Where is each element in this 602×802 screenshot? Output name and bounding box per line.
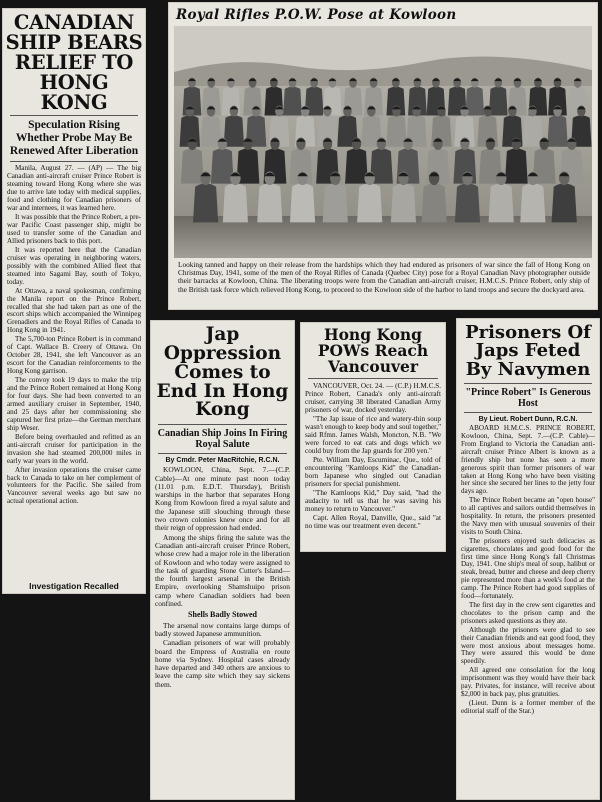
center-byline: By Cmdr. Peter MacRitchie, R.C.N. (165, 457, 280, 465)
right-article-clipping (456, 318, 600, 800)
soldier-torso (257, 184, 282, 223)
soldier-torso (455, 184, 480, 223)
left-headline: CANADIAN SHIP BEARS RELIEF TO HONG KONG (5, 11, 143, 114)
left-footer-subhead: Investigation Recalled (29, 581, 119, 591)
center-headline: Jap Oppression Comes to End In Hong Kong (156, 324, 289, 421)
right-paragraph: The Prince Robert became an "open house" to all captives and sailors outdid themselves in hospitality. In return, the prisoners presented the Navy men with unusual souvenirs of their visits to South China. (461, 496, 595, 536)
right-rule (464, 383, 592, 384)
vancouver-rule (308, 378, 438, 379)
soldier-torso (422, 184, 447, 223)
soldier-torso (552, 184, 577, 223)
right-headline: Prisoners Of Japs Feted By Navymen (465, 322, 591, 380)
soldier-torso (193, 184, 218, 223)
center-subhead: Canadian Ship Joins In Firing Royal Salute (157, 428, 288, 451)
right-paragraph: ABOARD H.M.C.S. PRINCE ROBERT, Kowloon, China, Sept. 7.—(C.P. Cable)—From England to Victoria the Canadian anti-aircraft cruiser Prince Albert is known as a friendly ship but none has seen a more generous spirit than former prisoners of war taken at Hong Kong who have been visiting her since she secured her lines to the jetty four days ago. (461, 424, 595, 496)
left-paragraph: At Ottawa, a naval spokesman, confirming the Manila report on the Prince Robert, recalled that she had taken part as one of the escort ships which accompanied the Winnipeg Grenadiers and the Royal Rifles of Canada to Hong Kong in 1941. (7, 286, 141, 335)
left-rule-2 (10, 161, 138, 162)
right-body (456, 425, 600, 716)
soldier-torso (181, 148, 204, 183)
soldier-torso (489, 184, 514, 223)
left-paragraph: Manila, August 27. — (AP) — The big Canadian anti-aircraft cruiser Prince Robert is steaming toward Hong Kong where she was due to arrive late today with medical supplies, food and clothing for Canadian prisoners of war and internees, it was learned here. (7, 164, 141, 213)
left-subhead: Speculation Rising Whether Probe May Be Renewed After Liberation (9, 119, 139, 157)
soldier-torso (290, 184, 315, 223)
right-subhead: "Prince Robert" Is Generous Host (465, 387, 591, 410)
vancouver-article-clipping (300, 322, 446, 552)
vancouver-paragraph: VANCOUVER, Oct. 24. — (C.P.) H.M.C.S. Prince Robert, Canada's only anti-aircraft cruiser, carrying 38 liberated Canadian Army prisoners of war, docked yesterday. (305, 382, 441, 415)
right-rule-2 (464, 412, 592, 413)
left-paragraph: After invasion operations the cruiser came back to Canada to take on her complement of volunteers for the Pacific. She sailed from Vancouver several weeks ago but saw no actual operational action. (7, 465, 141, 506)
group-photo (174, 26, 592, 258)
center-body (150, 466, 295, 689)
left-body (2, 165, 146, 506)
soldier-torso (547, 115, 567, 146)
soldier-torso (283, 87, 302, 116)
center-paragraph: KOWLOON, China, Sept. 7.—(C.P. Cable)—At one minute past noon today (11.01 p.m. E.D.T. Thursday), British warships in the harbor that separates Hong Kong from Kowloon fired a royal salute and the Japanese still slouching through these two crown colonies knew once and for all their reign of oppression had ended. (155, 465, 290, 533)
vancouver-paragraph: Pte. William Day, Escuminac, Que., told of encountering "Kamloops Kid" the Canadian-born Japanese who singled out Canadian prisoners for special punishment. (305, 456, 441, 489)
left-article-clipping (2, 8, 146, 594)
right-paragraph: Although the prisoners were glad to see their Canadian friends and eat good food, they were most anxious about messages home. They were assured this would be done speedily. (461, 625, 595, 666)
photo-title: Royal Rifles P.O.W. Pose at Kowloon (176, 7, 457, 23)
soldier-torso (391, 184, 416, 223)
vancouver-paragraph: "The Kamloops Kid," Day said, "had the audacity to tell us that he was saving his money to return to Vancouver." (305, 489, 441, 514)
center-rule-2 (158, 453, 287, 454)
photo-caption: Looking tanned and happy on their release from the hardships which they had endured as prisoners of war since the fall of Hong Kong on Christmas Day, 1941, some of the men of the Royal Rifles of Canada (Quebec City) pose for a Royal Canadian Navy photographer outside their barracks at Kowloon, China. The liberating troops were from the Canadian anti-aircraft cruiser, H.M.C.S. Prince Robert, only ship of the British task force which relieved Hong Kong, to proceed to the Kowloon side of the harbor to land troops and secure the dockyard area. (178, 260, 590, 294)
soldier-torso (357, 184, 382, 223)
right-paragraph: The first day in the crew sent cigarettes and chocolates to the prison camp and the prisoners asked questions as they ate. (461, 601, 595, 625)
center-rule (158, 424, 287, 425)
vancouver-headline: Hong Kong POWs Reach Vancouver (317, 325, 429, 376)
left-paragraph: The convoy took 19 days to make the trip and the Prince Robert remained at Hong Kong for four days. She had been converted to an armed auxiliary cruiser in September, 1940, and 25 days after her commissioning she captured her first prize—the German merchant ship Weser. (7, 376, 141, 432)
right-paragraph: (Lieut. Dunn is a former member of the editorial staff of the Star.) (461, 698, 595, 715)
center-paragraph: Among the ships firing the salute was the Canadian anti-aircraft cruiser Prince Robert, whose crew had a major role in the liberation of Kowloon and who today were assigned to the task of guarding Stone Cutter's Island—the fourth largest arsenal in the British Empire, overlooking Shamshuipo prison camp where Canadian soldiers had been confined. (155, 532, 290, 609)
left-paragraph: It was possible that the Prince Robert, a pre-war Pacific Coast passenger ship, might be used to transfer some of the Canadian and Allied prisoners back to this port. (7, 213, 141, 245)
left-paragraph: It was reported here that the Canadian cruiser was operating in neighboring waters, possibly with the combined Allied fleet that steamed into Sagami Bay, south of Tokyo, today. (7, 245, 141, 286)
center-paragraph: The arsenal now contains large dumps of badly stowed Japanese ammunition. (155, 620, 290, 638)
right-paragraph: All agreed one consolation for the long imprisonment was they would have their back pay. Privates, for instance, will receive about $2,000 in back pay, plus gratuities. (461, 666, 595, 698)
center-midhead: Shells Badly Stowed (188, 610, 257, 620)
photo-clipping (168, 2, 598, 310)
right-byline: By Lieut. Robert Dunn, R.C.N. (478, 416, 578, 424)
vancouver-paragraph: Capt. Allen Royal, Danville, Que., said "at no time was our treatment even decent." (305, 514, 441, 531)
left-paragraph: The 5,700-ton Prince Robert is in command of Capt. Wallace B. Creery of Ottawa. On October 28, 1941, she left Vancouver as an escort for the Canadian reinforcements to the Hong Kong garrison. (7, 335, 141, 376)
center-article-clipping (150, 320, 295, 800)
left-paragraph: Before being overhauled and refitted as an anti-aircraft cruiser for participation in the invasion she had steamed 200,000 miles in early war years in the world. (7, 432, 141, 465)
soldier-torso (323, 184, 348, 223)
soldier-torso (520, 184, 545, 223)
vancouver-paragraph: "The Jap issue of rice and watery-thin soup wasn't enough to keep body and soul together," said Rfmn. James Walsh, Moncton, N.B. "We were forced to eat cats and dogs which we could buy from the Jap guards for 200 yen." (305, 415, 441, 456)
soldier-torso (223, 184, 248, 223)
center-paragraph: Canadian prisoners of war will probably board the Empress of Australia en route home via Sydney. Hospital cases already have departed and 340 others are anxious to leave the camp site which they say sickens them. (155, 638, 290, 689)
vancouver-body (300, 382, 446, 530)
left-rule (10, 115, 138, 116)
soldier-torso (505, 148, 528, 183)
right-paragraph: The prisoners enjoyed such delicacies as cigarettes, chocolates and good food for the first time since Hong Kong's fall Christmas Day, 1941. One ship's meal of soup, halibut or steak, bread, butter and cheese and deep cherry pie represented more than a week's food at the camp. The Prince Robert had good supplies of food—fortunately. (461, 536, 595, 601)
